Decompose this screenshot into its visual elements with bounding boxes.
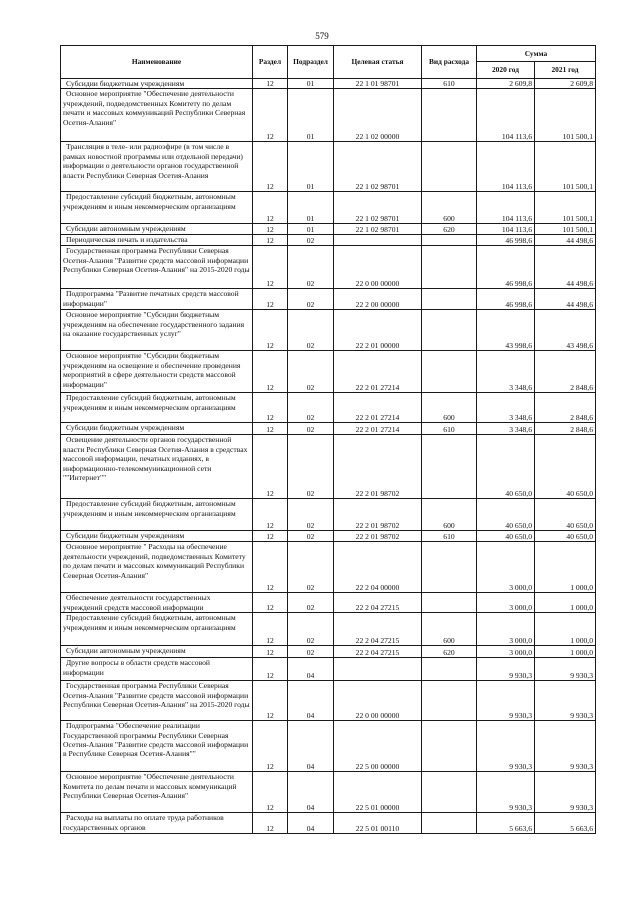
cell-section: 12 [253, 531, 288, 542]
cell-name: Основное мероприятие " Расходы на обеспечение деятельности учреждений, подведомственных Комитету по делам печати и массовых коммуникаций Республики Северная Осетия-Алания" [61, 542, 253, 593]
cell-subsection: 02 [288, 289, 334, 310]
cell-amount-2020: 104 113,6 [477, 142, 535, 192]
cell-amount-2021: 9 930,3 [535, 658, 596, 681]
cell-amount-2021: 2 848,6 [535, 351, 596, 393]
cell-expense-type [422, 142, 477, 192]
cell-amount-2020: 3 348,6 [477, 423, 535, 435]
cell-expense-type [422, 658, 477, 681]
cell-target-article: 22 2 01 27214 [334, 393, 422, 423]
cell-amount-2021: 2 609,8 [535, 79, 596, 89]
cell-target-article: 22 1 02 00000 [334, 89, 422, 142]
cell-amount-2021: 44 498,6 [535, 289, 596, 310]
cell-section: 12 [253, 721, 288, 772]
cell-subsection: 02 [288, 613, 334, 646]
table-row [61, 813, 596, 834]
cell-target-article: 22 2 01 98702 [334, 435, 422, 499]
cell-name: Субсидии бюджетным учреждениям [61, 79, 253, 89]
cell-section: 12 [253, 393, 288, 423]
table-row [61, 246, 596, 289]
cell-section: 12 [253, 224, 288, 235]
cell-amount-2021: 1 000,0 [535, 542, 596, 593]
cell-name: Субсидии бюджетным учреждениям [61, 423, 253, 435]
cell-target-article: 22 2 01 27214 [334, 423, 422, 435]
header-subsection: Подраздел [288, 46, 334, 79]
cell-expense-type: 600 [422, 613, 477, 646]
cell-expense-type [422, 246, 477, 289]
cell-amount-2021: 9 930,3 [535, 772, 596, 813]
cell-name: Подпрограмма "Обеспечение реализации Государственной программы Республики Северная Осетия-Алания "Развитие средств массовой информации в Республике Северная Осетия-Алания"" [61, 721, 253, 772]
cell-name: Государственная программа Республики Северная Осетия-Алания "Развитие средств массовой информации Республики Северная Осетия-Алания" на 2015-2020 годы [61, 246, 253, 289]
header-target-article: Целевая статья [334, 46, 422, 79]
cell-name: Государственная программа Республики Северная Осетия-Алания "Развитие средств массовой информации Республики Северная Осетия-Алания" на 2015-2020 годы [61, 681, 253, 721]
cell-expense-type [422, 721, 477, 772]
cell-target-article: 22 2 01 27214 [334, 351, 422, 393]
cell-amount-2021: 40 650,0 [535, 435, 596, 499]
cell-subsection: 02 [288, 246, 334, 289]
cell-expense-type [422, 772, 477, 813]
cell-subsection: 01 [288, 224, 334, 235]
table-row [61, 89, 596, 142]
cell-name: Предоставление субсидий бюджетным, автономным учреждениям и иным некоммерческим организациям [61, 499, 253, 531]
cell-section: 12 [253, 772, 288, 813]
cell-target-article: 22 2 01 00000 [334, 310, 422, 351]
cell-expense-type [422, 681, 477, 721]
cell-section: 12 [253, 351, 288, 393]
cell-section: 12 [253, 593, 288, 613]
cell-target-article: 22 2 04 27215 [334, 613, 422, 646]
table-row [61, 772, 596, 813]
cell-amount-2020: 5 663,6 [477, 813, 535, 834]
table-row [61, 310, 596, 351]
cell-subsection: 02 [288, 351, 334, 393]
cell-target-article [334, 658, 422, 681]
table-row [61, 224, 596, 235]
cell-amount-2020: 40 650,0 [477, 499, 535, 531]
cell-amount-2020: 3 348,6 [477, 393, 535, 423]
cell-section: 12 [253, 613, 288, 646]
table-row [61, 613, 596, 646]
cell-expense-type: 600 [422, 499, 477, 531]
table-row [61, 235, 596, 246]
cell-amount-2021: 40 650,0 [535, 531, 596, 542]
cell-expense-type: 610 [422, 79, 477, 89]
cell-expense-type: 610 [422, 423, 477, 435]
cell-name: Другие вопросы в области средств массовой информации [61, 658, 253, 681]
table-row [61, 721, 596, 772]
cell-target-article: 22 1 01 98701 [334, 79, 422, 89]
header-year-2020: 2020 год [477, 62, 535, 79]
cell-amount-2020: 3 348,6 [477, 351, 535, 393]
cell-target-article: 22 5 01 00000 [334, 772, 422, 813]
cell-name: Субсидии бюджетным учреждениям [61, 531, 253, 542]
header-section: Раздел [253, 46, 288, 79]
cell-target-article: 22 0 00 00000 [334, 681, 422, 721]
cell-section: 12 [253, 658, 288, 681]
cell-section: 12 [253, 310, 288, 351]
cell-name: Трансляция в теле- или радиоэфире (в том числе в рамках новостной программы или отдельной передачи) информации о деятельности органов государственной власти Республики Северная Осетия-Алания [61, 142, 253, 192]
cell-amount-2021: 1 000,0 [535, 613, 596, 646]
table-row [61, 681, 596, 721]
cell-amount-2020: 104 113,6 [477, 89, 535, 142]
cell-amount-2020: 104 113,6 [477, 192, 535, 224]
cell-amount-2021: 2 848,6 [535, 423, 596, 435]
cell-amount-2020: 40 650,0 [477, 435, 535, 499]
cell-subsection: 02 [288, 499, 334, 531]
cell-expense-type [422, 542, 477, 593]
table-row [61, 142, 596, 192]
cell-expense-type [422, 435, 477, 499]
table-row [61, 499, 596, 531]
cell-name: Основное мероприятие "Обеспечение деятельности учреждений, подведомственных Комитету по делам печати и массовых коммуникаций Республики Северная Осетия-Алания" [61, 89, 253, 142]
cell-subsection: 01 [288, 89, 334, 142]
cell-amount-2020: 9 930,3 [477, 658, 535, 681]
header-expense-type: Вид расхода [422, 46, 477, 79]
cell-amount-2021: 43 498,6 [535, 310, 596, 351]
cell-amount-2020: 40 650,0 [477, 531, 535, 542]
cell-amount-2020: 46 998,6 [477, 246, 535, 289]
cell-expense-type [422, 813, 477, 834]
cell-amount-2020: 3 000,0 [477, 646, 535, 658]
table-row [61, 593, 596, 613]
cell-name: Расходы на выплаты по оплате труда работников государственных органов [61, 813, 253, 834]
cell-subsection: 04 [288, 813, 334, 834]
cell-amount-2021: 9 930,3 [535, 721, 596, 772]
budget-table [60, 45, 596, 834]
cell-amount-2021: 101 500,1 [535, 89, 596, 142]
cell-amount-2021: 40 650,0 [535, 499, 596, 531]
cell-amount-2021: 44 498,6 [535, 246, 596, 289]
table-row [61, 658, 596, 681]
cell-amount-2020: 3 000,0 [477, 542, 535, 593]
cell-subsection: 04 [288, 721, 334, 772]
cell-subsection: 01 [288, 142, 334, 192]
cell-expense-type: 600 [422, 192, 477, 224]
cell-subsection: 04 [288, 772, 334, 813]
cell-section: 12 [253, 289, 288, 310]
cell-section: 12 [253, 142, 288, 192]
cell-amount-2020: 9 930,3 [477, 721, 535, 772]
cell-expense-type [422, 310, 477, 351]
cell-subsection: 02 [288, 310, 334, 351]
table-row [61, 646, 596, 658]
cell-target-article: 22 2 01 98702 [334, 499, 422, 531]
header-sum: Сумма [477, 46, 596, 62]
cell-target-article: 22 2 00 00000 [334, 289, 422, 310]
cell-name: Субсидии автономным учреждениям [61, 646, 253, 658]
cell-expense-type: 620 [422, 224, 477, 235]
cell-amount-2020: 3 000,0 [477, 593, 535, 613]
table-row [61, 542, 596, 593]
cell-subsection: 02 [288, 542, 334, 593]
cell-target-article: 22 5 00 00000 [334, 721, 422, 772]
header-year-2021: 2021 год [535, 62, 596, 79]
header-name: Наименование [61, 46, 253, 79]
cell-section: 12 [253, 79, 288, 89]
cell-expense-type [422, 351, 477, 393]
cell-expense-type: 600 [422, 393, 477, 423]
cell-subsection: 01 [288, 192, 334, 224]
cell-subsection: 02 [288, 435, 334, 499]
cell-subsection: 02 [288, 646, 334, 658]
cell-subsection: 04 [288, 658, 334, 681]
cell-section: 12 [253, 192, 288, 224]
cell-amount-2020: 46 998,6 [477, 235, 535, 246]
table-row [61, 393, 596, 423]
cell-target-article [334, 235, 422, 246]
cell-amount-2021: 2 848,6 [535, 393, 596, 423]
table-row [61, 289, 596, 310]
cell-amount-2021: 9 930,3 [535, 681, 596, 721]
cell-name: Подпрограмма "Развитие печатных средств массовой информации" [61, 289, 253, 310]
cell-amount-2021: 101 500,1 [535, 142, 596, 192]
table-row [61, 435, 596, 499]
page-number: 579 [315, 31, 329, 41]
table-row [61, 423, 596, 435]
cell-name: Предоставление субсидий бюджетным, автономным учреждениям и иным некоммерческим организациям [61, 613, 253, 646]
cell-amount-2020: 9 930,3 [477, 681, 535, 721]
cell-amount-2020: 46 998,6 [477, 289, 535, 310]
cell-amount-2021: 5 663,6 [535, 813, 596, 834]
cell-target-article: 22 2 04 00000 [334, 542, 422, 593]
cell-amount-2020: 43 998,6 [477, 310, 535, 351]
cell-name: Предоставление субсидий бюджетным, автономным учреждениям и иным некоммерческим организациям [61, 192, 253, 224]
cell-target-article: 22 1 02 98701 [334, 224, 422, 235]
cell-section: 12 [253, 646, 288, 658]
cell-target-article: 22 2 01 98702 [334, 531, 422, 542]
cell-section: 12 [253, 235, 288, 246]
cell-expense-type: 620 [422, 646, 477, 658]
cell-section: 12 [253, 681, 288, 721]
cell-amount-2021: 1 000,0 [535, 646, 596, 658]
table-row [61, 351, 596, 393]
cell-name: Основное мероприятие "Субсидии бюджетным учреждениям на обеспечение государственного задания на оказание государственных услуг" [61, 310, 253, 351]
cell-section: 12 [253, 89, 288, 142]
cell-expense-type: 610 [422, 531, 477, 542]
cell-target-article: 22 0 00 00000 [334, 246, 422, 289]
cell-name: Освещение деятельности органов государственной власти Республики Северная Осетия-Алания в средствах массовой информации, печатных изданиях, в информационно-телекоммуникационной сети ""Интернет"" [61, 435, 253, 499]
cell-amount-2021: 1 000,0 [535, 593, 596, 613]
cell-expense-type [422, 289, 477, 310]
cell-expense-type [422, 235, 477, 246]
cell-section: 12 [253, 246, 288, 289]
cell-section: 12 [253, 423, 288, 435]
cell-name: Предоставление субсидий бюджетным, автономным учреждениям и иным некоммерческим организациям [61, 393, 253, 423]
cell-name: Периодическая печать и издательства [61, 235, 253, 246]
cell-name: Обеспечение деятельности государственных учреждений средств массовой информации [61, 593, 253, 613]
cell-subsection: 02 [288, 235, 334, 246]
cell-name: Основное мероприятие "Обеспечение деятельности Комитета по делам печати и массовых коммуникаций Республики Северная Осетия-Алания" [61, 772, 253, 813]
cell-amount-2020: 2 609,8 [477, 79, 535, 89]
cell-expense-type [422, 593, 477, 613]
cell-section: 12 [253, 499, 288, 531]
cell-expense-type [422, 89, 477, 142]
cell-subsection: 02 [288, 393, 334, 423]
cell-section: 12 [253, 813, 288, 834]
table-row [61, 192, 596, 224]
cell-amount-2020: 3 000,0 [477, 613, 535, 646]
cell-subsection: 04 [288, 681, 334, 721]
cell-amount-2021: 44 498,6 [535, 235, 596, 246]
cell-target-article: 22 1 02 98701 [334, 142, 422, 192]
table-row [61, 79, 596, 89]
cell-subsection: 02 [288, 531, 334, 542]
header-row [61, 46, 596, 62]
cell-amount-2021: 101 500,1 [535, 192, 596, 224]
cell-section: 12 [253, 435, 288, 499]
cell-section: 12 [253, 542, 288, 593]
cell-subsection: 02 [288, 593, 334, 613]
cell-target-article: 22 1 02 98701 [334, 192, 422, 224]
cell-target-article: 22 5 01 00110 [334, 813, 422, 834]
cell-target-article: 22 2 04 27215 [334, 593, 422, 613]
cell-subsection: 01 [288, 79, 334, 89]
cell-target-article: 22 2 04 27215 [334, 646, 422, 658]
cell-amount-2021: 101 500,1 [535, 224, 596, 235]
cell-name: Субсидии автономным учреждениям [61, 224, 253, 235]
cell-amount-2020: 104 113,6 [477, 224, 535, 235]
table-row [61, 531, 596, 542]
cell-name: Основное мероприятие "Субсидии бюджетным учреждениям на освещение и обеспечение проведения мероприятий в сфере деятельности средств массовой информации" [61, 351, 253, 393]
cell-subsection: 02 [288, 423, 334, 435]
cell-amount-2020: 9 930,3 [477, 772, 535, 813]
